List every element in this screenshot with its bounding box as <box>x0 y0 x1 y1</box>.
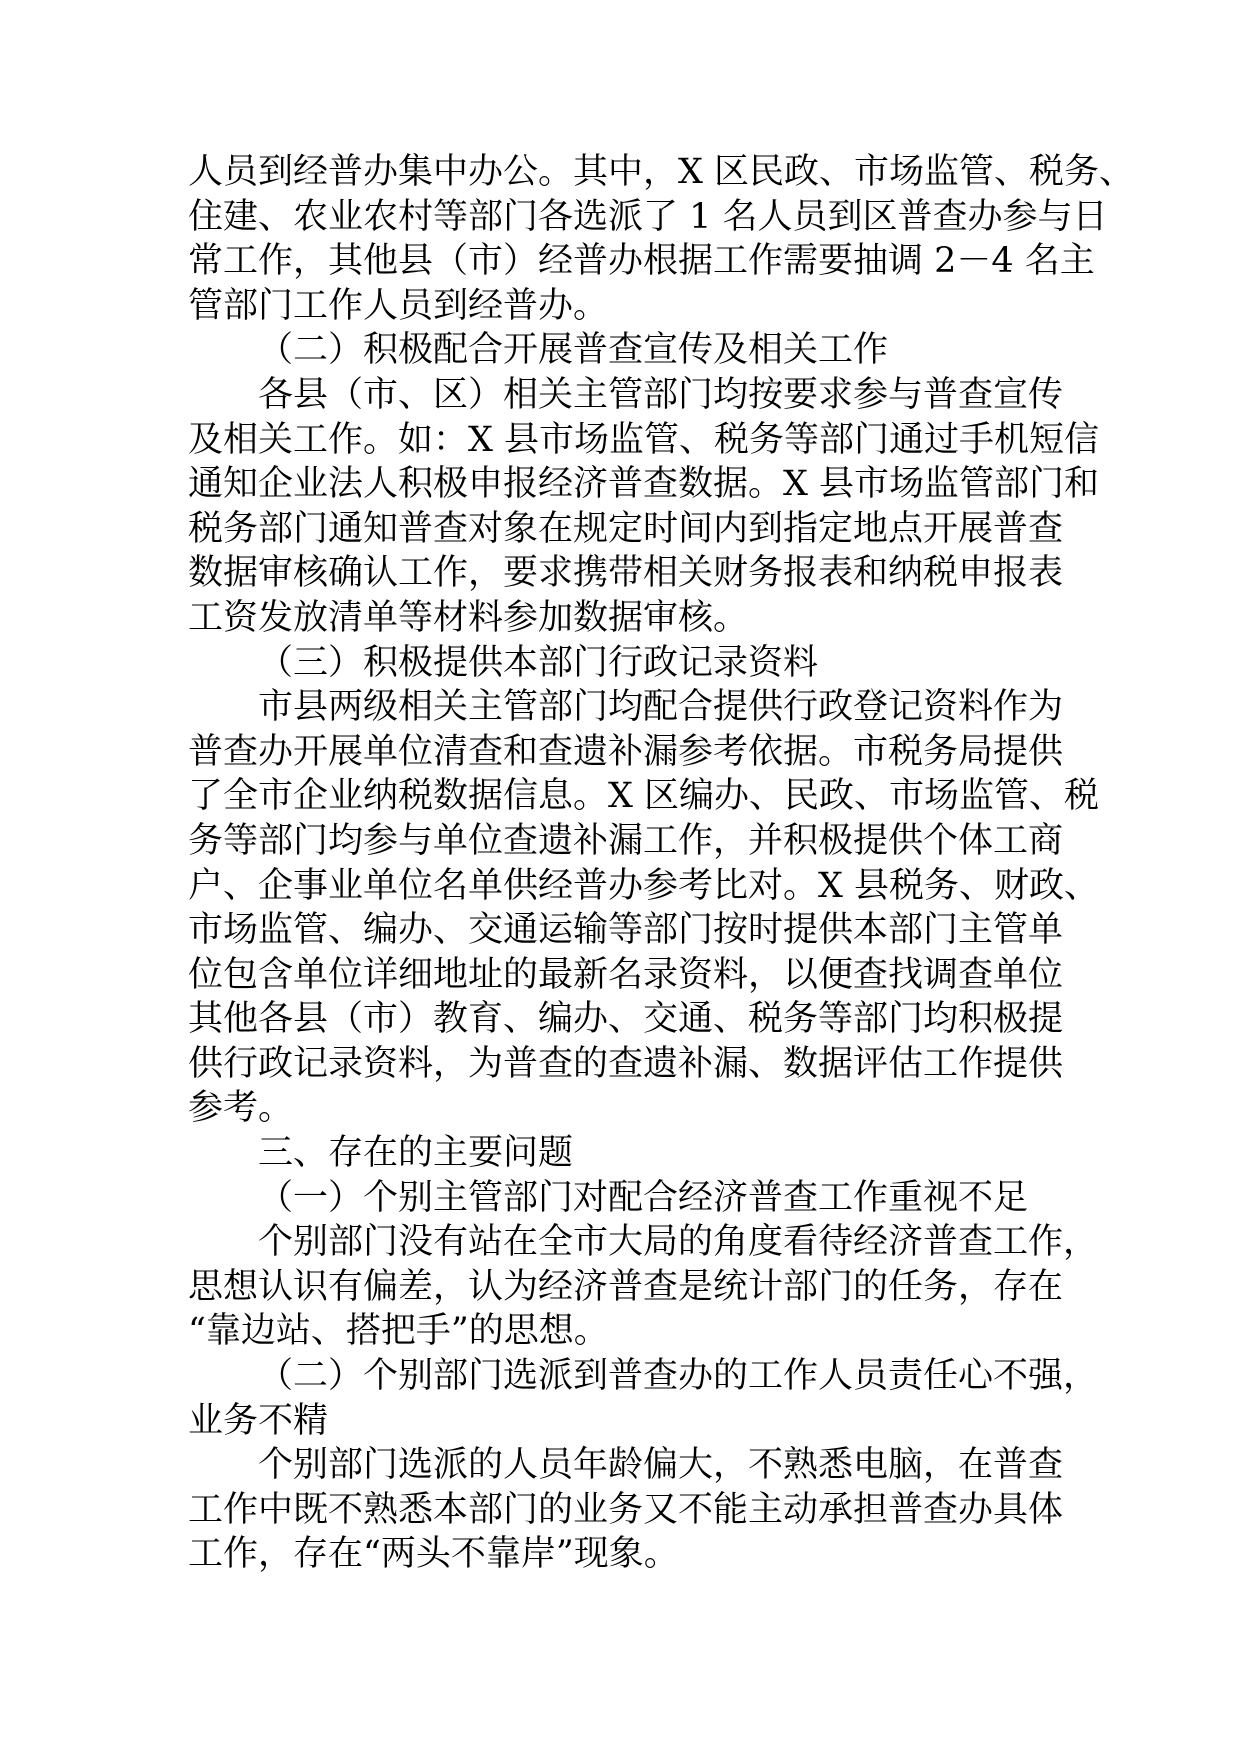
section-heading: （一）个别主管部门对配合经济普查工作重视不足 <box>258 1177 1029 1218</box>
body-line: 常工作，其他县（市）经普办根据工作需要抽调 2－4 名主 <box>188 241 1095 282</box>
body-line: 数据审核确认工作，要求携带相关财务报表和纳税申报表 <box>188 553 1064 594</box>
body-line: 管部门工作人员到经普办。 <box>188 285 609 326</box>
body-line: 个别部门没有站在全市大局的角度看待经济普查工作， <box>258 1222 1099 1263</box>
body-line: 务等部门均参与单位查遗补漏工作，并积极提供个体工商 <box>188 820 1064 861</box>
body-line: 工作，存在“两头不靠岸”现象。 <box>188 1534 679 1575</box>
body-line: 税务部门通知普查对象在规定时间内到指定地点开展普查 <box>188 508 1064 549</box>
body-line: 了全市企业纳税数据信息。X 区编办、民政、市场监管、税 <box>188 776 1100 817</box>
body-line: 位包含单位详细地址的最新名录资料，以便查找调查单位 <box>188 954 1064 995</box>
body-line: 其他各县（市）教育、编办、交通、税务等部门均积极提 <box>188 999 1064 1040</box>
body-line: 各县（市、区）相关主管部门均按要求参与普查宣传 <box>258 374 1064 415</box>
body-line: 通知企业法人积极申报经济普查数据。X 县市场监管部门和 <box>188 464 1100 505</box>
section-heading: （二）个别部门选派到普查办的工作人员责任心不强， <box>258 1356 1099 1397</box>
section-heading: （三）积极提供本部门行政记录资料 <box>258 642 819 683</box>
body-line: 个别部门选派的人员年龄偏大，不熟悉电脑，在普查 <box>258 1445 1064 1486</box>
body-line: 住建、农业农村等部门各选派了 1 名人员到区普查办参与日 <box>188 196 1108 237</box>
section-heading: （二）积极配合开展普查宣传及相关工作 <box>258 330 889 371</box>
chapter-heading: 三、存在的主要问题 <box>258 1133 574 1174</box>
body-line: 普查办开展单位清查和查遗补漏参考依据。市税务局提供 <box>188 731 1064 772</box>
body-line: 工资发放清单等材料参加数据审核。 <box>188 597 749 638</box>
body-line: 市场监管、编办、交通运输等部门按时提供本部门主管单 <box>188 910 1064 951</box>
body-line: “靠边站、搭把手”的思想。 <box>188 1311 609 1352</box>
body-line: 思想认识有偏差，认为经济普查是统计部门的任务，存在 <box>188 1266 1064 1307</box>
body-line: 人员到经普办集中办公。其中，X 区民政、市场监管、税务、 <box>188 152 1135 192</box>
body-line: 户、企事业单位名单供经普办参考比对。X 县税务、财政、 <box>188 865 1100 906</box>
body-line: 供行政记录资料，为普查的查遗补漏、数据评估工作提供 <box>188 1043 1064 1084</box>
document-body <box>188 150 1135 1577</box>
body-line: 工作中既不熟悉本部门的业务又不能主动承担普查办具体 <box>188 1489 1064 1530</box>
body-line: 参考。 <box>188 1088 294 1129</box>
body-line: 市县两级相关主管部门均配合提供行政登记资料作为 <box>258 687 1064 728</box>
section-heading-continued: 业务不精 <box>188 1400 329 1441</box>
body-line: 及相关工作。如：X 县市场监管、税务等部门通过手机短信 <box>188 419 1100 460</box>
